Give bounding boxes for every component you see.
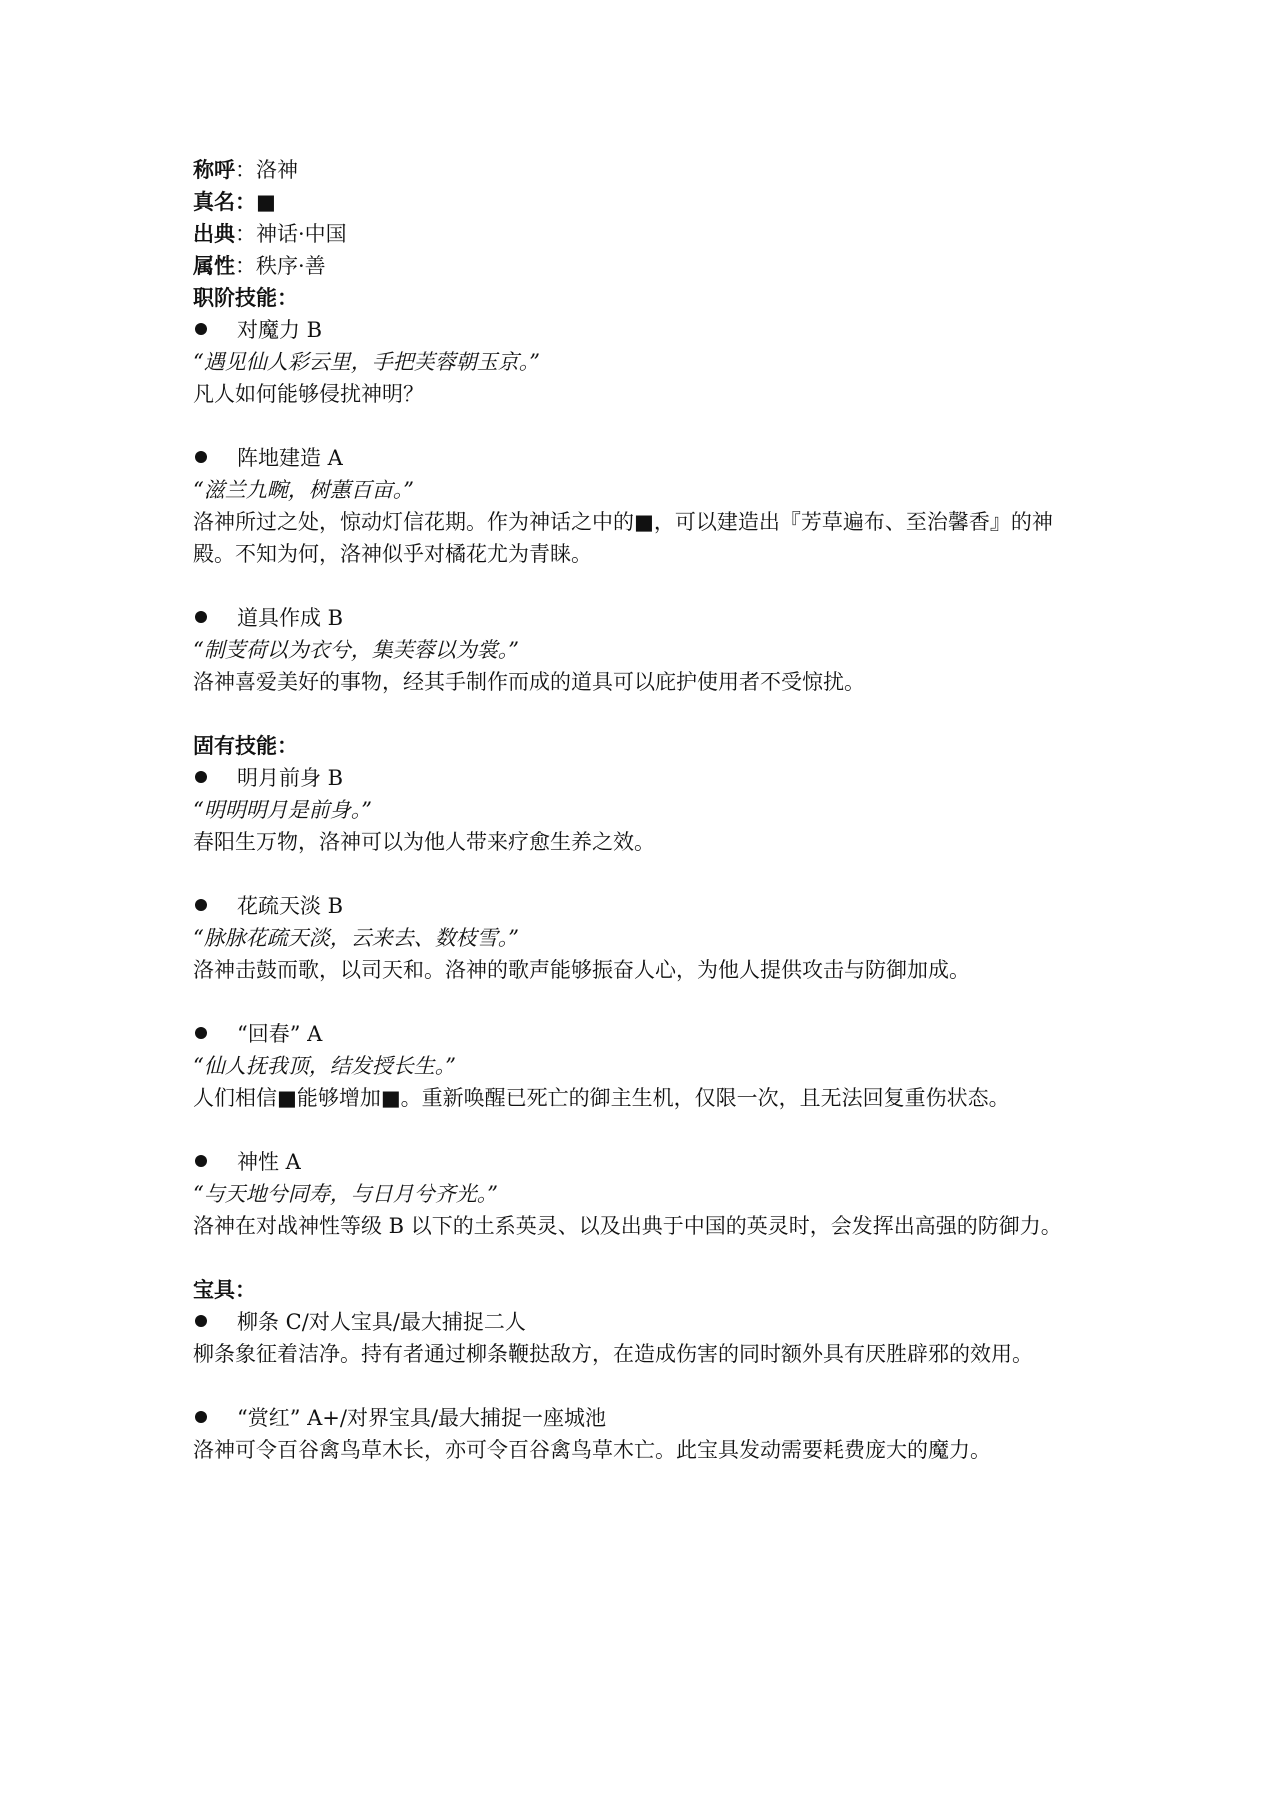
skill-name: 花疏天淡 B (237, 894, 344, 918)
personal-skills-heading: 固有技能： (193, 733, 298, 758)
skill-quote: “脉脉花疏天淡，云来去、数枝雪。” (193, 926, 519, 950)
colon: ： (235, 222, 256, 246)
skill-item (193, 442, 1083, 570)
profile-source-value: 神话·中国 (256, 222, 347, 246)
document-body (193, 154, 1083, 1498)
colon: ： (235, 254, 256, 278)
profile-truename-key: 真名 (193, 189, 235, 214)
noble-phantasm-item (193, 1402, 1083, 1466)
skill-item (193, 890, 1083, 986)
noble-phantasm-description: 柳条象征着洁净。持有者通过柳条鞭挞敌方，在造成伤害的同时额外具有厌胜辟邪的效用。 (193, 1342, 1033, 1366)
colon: ： (235, 189, 256, 214)
skill-description: 洛神在对战神性等级 B 以下的土系英灵、以及出典于中国的英灵时，会发挥出高强的防御力。 (193, 1214, 1062, 1238)
skill-quote: “滋兰九畹，树蕙百亩。” (193, 478, 414, 502)
skill-quote: “仙人抚我顶，结发授长生。” (193, 1054, 456, 1078)
profile-source-key: 出典 (193, 221, 235, 246)
skill-name: 道具作成 B (237, 606, 344, 630)
skill-description: 洛神所过之处，惊动灯信花期。作为神话之中的■，可以建造出『芳草遍布、至治馨香』的神殿。不知为何，洛神似乎对橘花尤为青睐。 (193, 510, 1053, 566)
profile-title-key: 称呼 (193, 157, 235, 182)
class-skills-heading: 职阶技能： (193, 285, 298, 310)
colon: ： (235, 158, 256, 182)
skill-quote: “遇见仙人彩云里，手把芙蓉朝玉京。” (193, 350, 540, 374)
skill-quote: “制芰荷以为衣兮，集芙蓉以为裳。” (193, 638, 519, 662)
noble-phantasm-name: “赏红” A+/对界宝具/最大捕捉一座城池 (237, 1406, 607, 1430)
skill-quote: “与天地兮同寿，与日月兮齐光。” (193, 1182, 498, 1206)
noble-phantasm-item (193, 1306, 1083, 1370)
skill-quote: “明明明月是前身。” (193, 798, 372, 822)
profile-attr-key: 属性 (193, 253, 235, 278)
skill-item (193, 314, 1083, 410)
skill-name: 明月前身 B (237, 766, 344, 790)
skill-name: 阵地建造 A (237, 446, 343, 470)
skill-description: 洛神击鼓而歌，以司天和。洛神的歌声能够振奋人心，为他人提供攻击与防御加成。 (193, 958, 970, 982)
noble-phantasm-name: 柳条 C/对人宝具/最大捕捉二人 (237, 1310, 526, 1334)
skill-description: 凡人如何能够侵扰神明？ (193, 382, 424, 406)
skill-name: 神性 A (237, 1150, 301, 1174)
skill-item (193, 762, 1083, 858)
noble-phantasm-description: 洛神可令百谷禽鸟草木长，亦可令百谷禽鸟草木亡。此宝具发动需要耗费庞大的魔力。 (193, 1438, 991, 1462)
profile-title-value: 洛神 (256, 158, 298, 182)
skill-name: 对魔力 B (237, 318, 323, 342)
noble-phantasms-heading: 宝具： (193, 1277, 256, 1302)
profile-attr-value: 秩序·善 (256, 254, 326, 278)
skill-description: 春阳生万物，洛神可以为他人带来疗愈生养之效。 (193, 830, 655, 854)
skill-name: “回春” A (237, 1022, 323, 1046)
skill-description: 洛神喜爱美好的事物，经其手制作而成的道具可以庇护使用者不受惊扰。 (193, 670, 865, 694)
profile-truename-row (193, 186, 1083, 218)
profile-source-row (193, 218, 1083, 250)
skill-description: 人们相信■能够增加■。重新唤醒已死亡的御主生机，仅限一次，且无法回复重伤状态。 (193, 1086, 1010, 1110)
skill-item (193, 1146, 1083, 1242)
profile-truename-value: ■ (256, 190, 276, 214)
profile-title-row (193, 154, 1083, 186)
skill-item (193, 602, 1083, 698)
profile-attr-row (193, 250, 1083, 282)
skill-item (193, 1018, 1083, 1114)
